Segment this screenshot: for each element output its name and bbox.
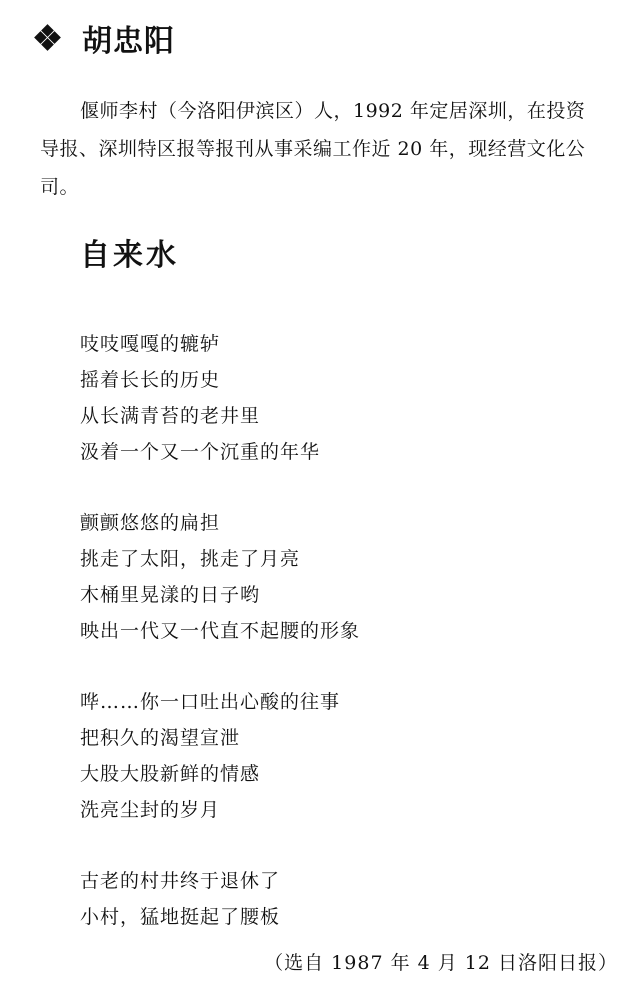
stanza-1 xyxy=(80,326,600,470)
poem-line: 从长满青苔的老井里 xyxy=(80,405,261,427)
author-header xyxy=(36,18,175,58)
stanza-3 xyxy=(80,684,600,828)
poem-line: 洗亮尘封的岁月 xyxy=(80,799,221,821)
source-note: （选自 1987 年 4 月 12 日洛阳日报） xyxy=(264,952,618,974)
poem-line: 挑走了太阳，挑走了月亮 xyxy=(80,548,301,570)
four-diamonds-icon xyxy=(36,26,60,50)
poem-line: 小村，猛地挺起了腰板 xyxy=(80,906,281,928)
author-bio xyxy=(40,92,620,206)
poem-line: 木桶里晃漾的日子哟 xyxy=(80,584,261,606)
poem-line: 颤颤悠悠的扁担 xyxy=(80,512,221,534)
poem-body xyxy=(80,326,600,970)
poem-line: 大股大股新鲜的情感 xyxy=(80,763,261,785)
poem-line: 把积久的渴望宣泄 xyxy=(80,727,241,749)
bio-line-1: 偃师李村（今洛阳伊滨区）人，1992 年定居深圳，在投资 xyxy=(80,100,586,122)
poem-line: 汲着一个又一个沉重的年华 xyxy=(80,441,321,463)
stanza-2 xyxy=(80,505,600,649)
poem-line: 摇着长长的历史 xyxy=(80,369,221,391)
bio-line-2: 导报、深圳特区报等报刊从事采编工作近 20 年，现经营文化公司。 xyxy=(40,138,586,198)
stanza-4 xyxy=(80,863,600,935)
poem-line: 古老的村井终于退休了 xyxy=(80,870,281,892)
poem-line: 吱吱嘎嘎的辘轳 xyxy=(80,333,221,355)
author-name: 胡忠阳 xyxy=(82,24,175,59)
poem-line: 映出一代又一代直不起腰的形象 xyxy=(80,620,361,642)
poem-line: 哗……你一口吐出心酸的往事 xyxy=(80,691,341,713)
poem-title: 自来水 xyxy=(80,238,179,273)
